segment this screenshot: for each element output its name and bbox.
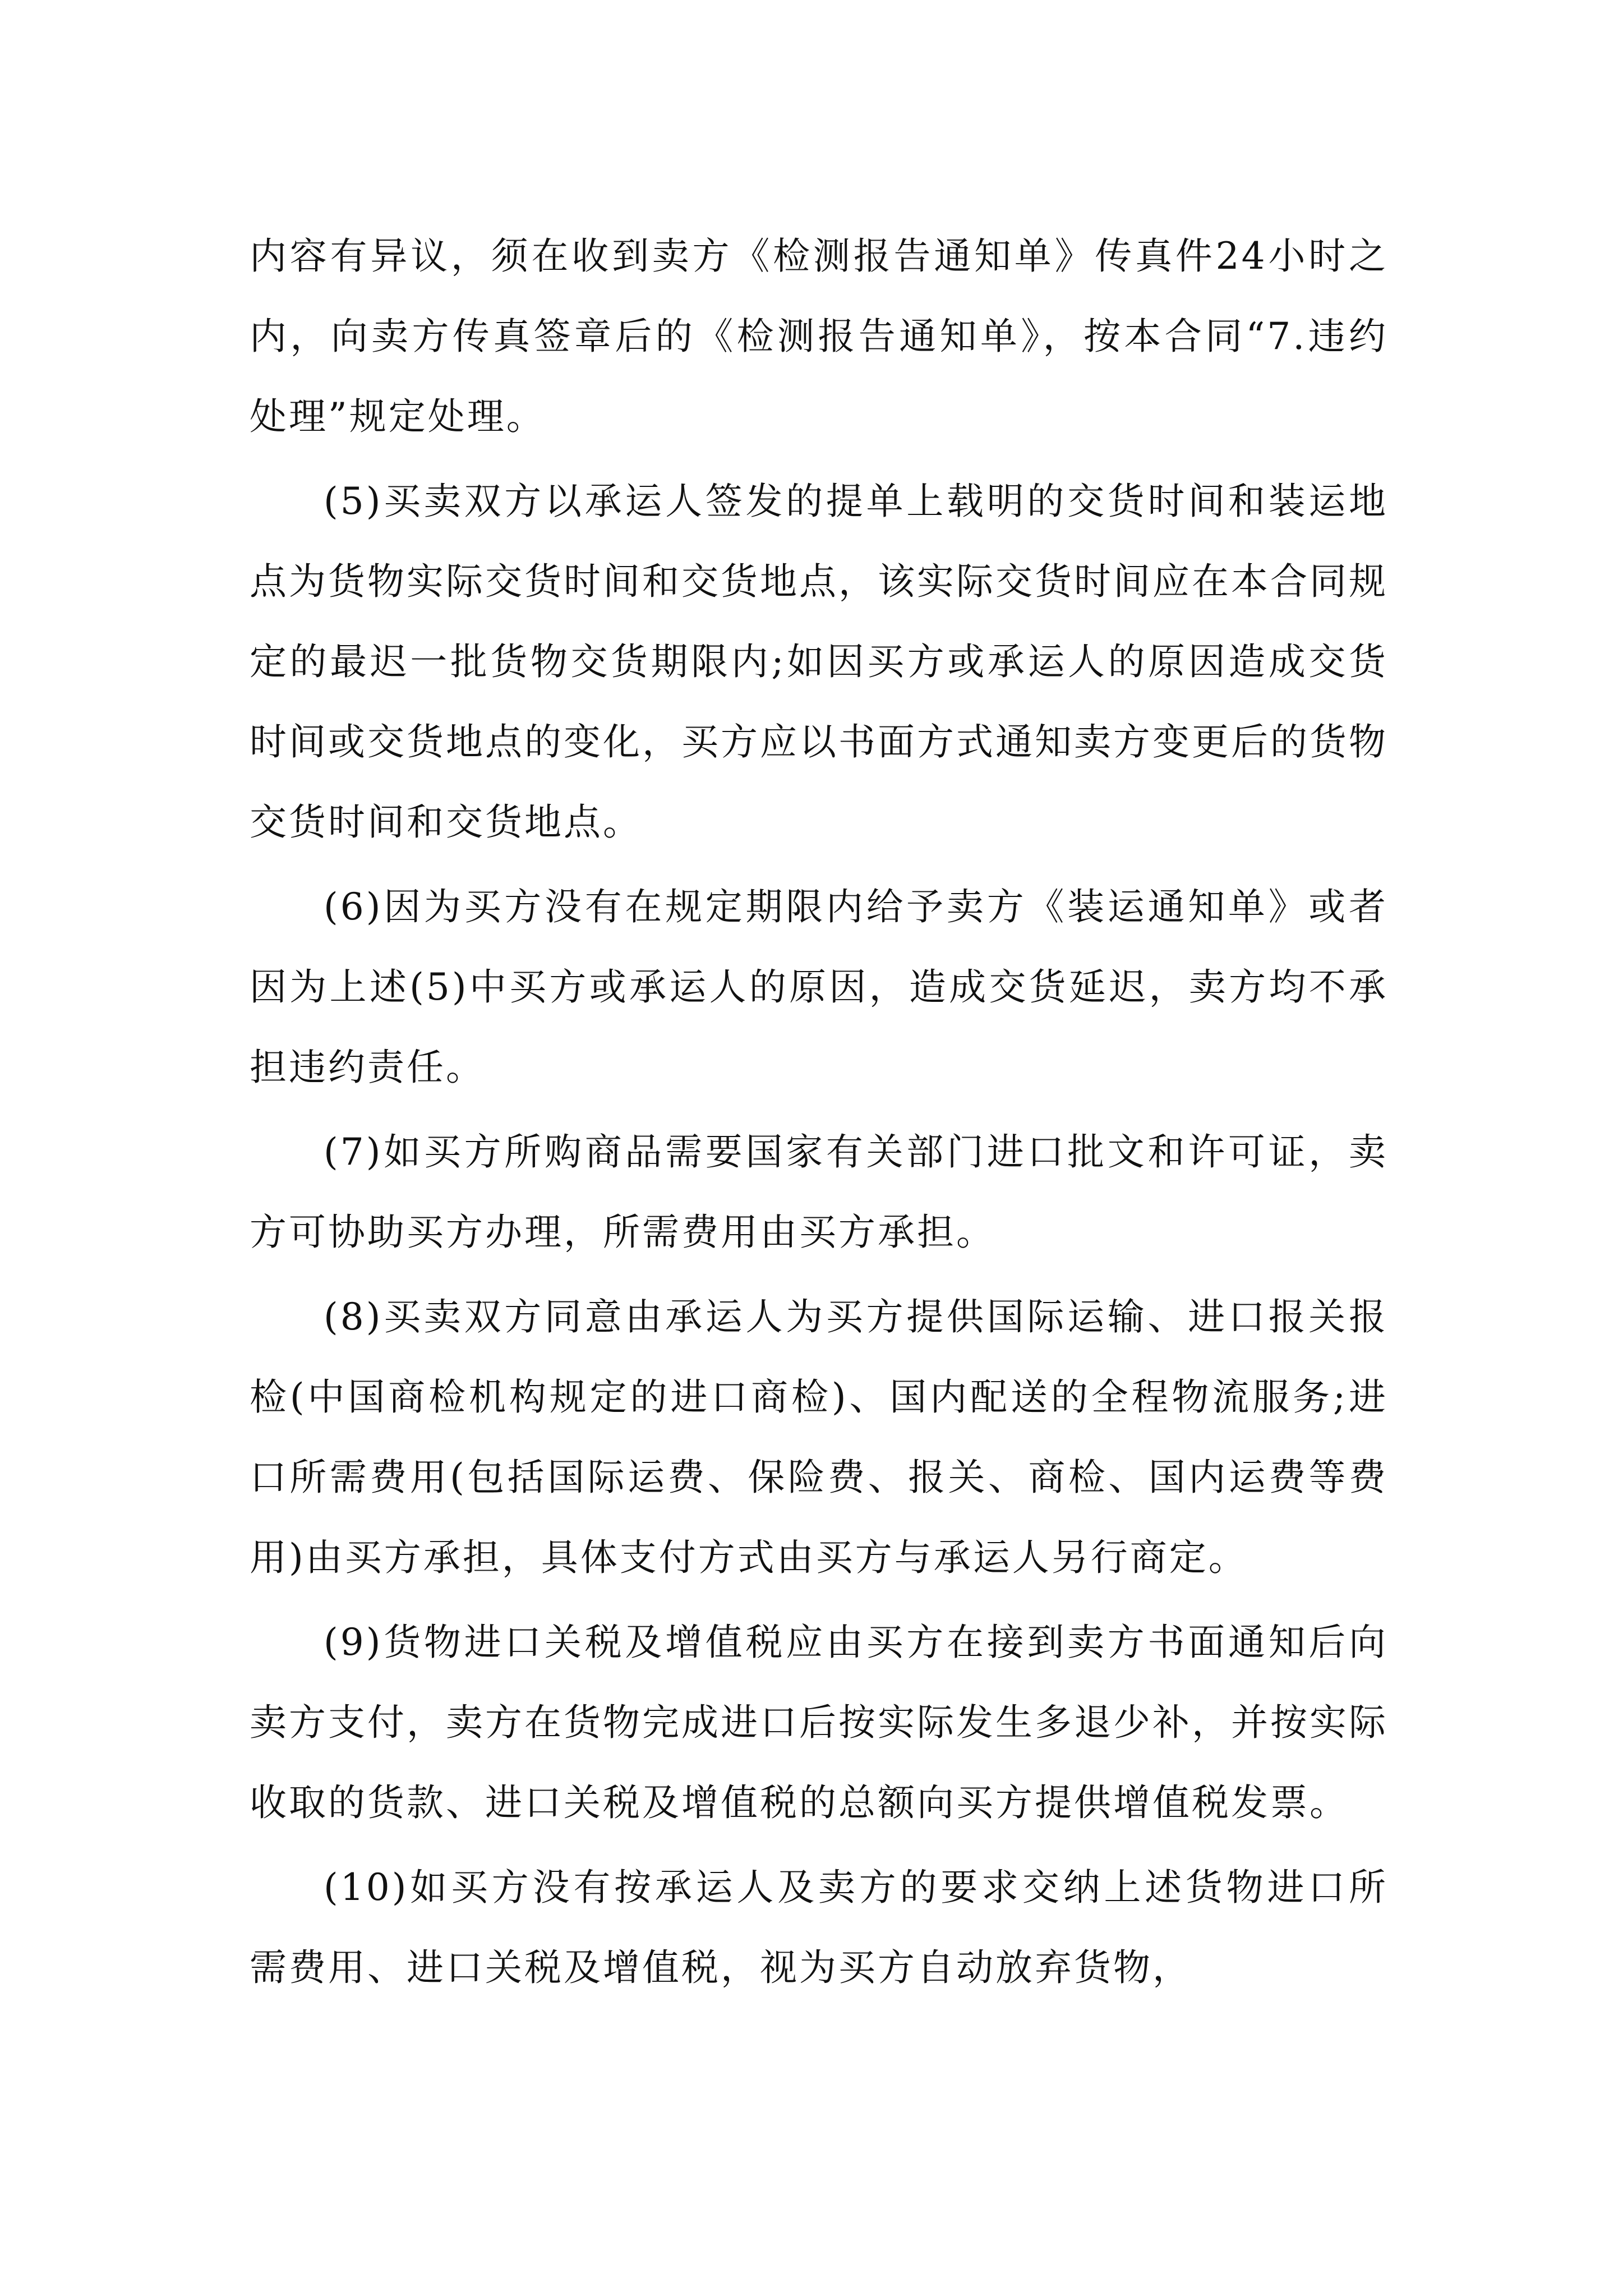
paragraph-clause-10: (10)如买方没有按承运人及卖方的要求交纳上述货物进口所需费用、进口关税及增值税，视为买方自动放弃货物， bbox=[250, 1866, 1388, 1989]
paragraph-clause-6: (6)因为买方没有在规定期限内给予卖方《装运通知单》或者因为上述(5)中买方或承运人的原因，造成交货延迟，卖方均不承担违约责任。 bbox=[250, 885, 1388, 1089]
paragraph-clause-8: (8)买卖双方同意由承运人为买方提供国际运输、进口报关报检(中国商检机构规定的进口商检)、国内配送的全程物流服务;进口所需费用(包括国际运费、保险费、报关、商检、国内运费等费用)由买方承担，具体支付方式由买方与承运人另行商定。 bbox=[250, 1295, 1388, 1579]
paragraph-clause-7: (7)如买方所购商品需要国家有关部门进口批文和许可证，卖方可协助买方办理，所需费用由买方承担。 bbox=[250, 1130, 1388, 1254]
contract-text-body bbox=[250, 216, 1388, 2012]
paragraph-continuation: 内容有异议，须在收到卖方《检测报告通知单》传真件24小时之内，向卖方传真签章后的《检测报告通知单》，按本合同“7.违约处理”规定处理。 bbox=[250, 234, 1388, 438]
paragraph-clause-9: (9)货物进口关税及增值税应由买方在接到卖方书面通知后向卖方支付，卖方在货物完成进口后按实际发生多退少补，并按实际收取的货款、进口关税及增值税的总额向买方提供增值税发票。 bbox=[250, 1621, 1388, 1824]
paragraph-clause-5: (5)买卖双方以承运人签发的提单上载明的交货时间和装运地点为货物实际交货时间和交货地点，该实际交货时间应在本合同规定的最迟一批货物交货期限内;如因买方或承运人的原因造成交货时间或交货地点的变化，买方应以书面方式通知卖方变更后的货物交货时间和交货地点。 bbox=[250, 480, 1388, 844]
